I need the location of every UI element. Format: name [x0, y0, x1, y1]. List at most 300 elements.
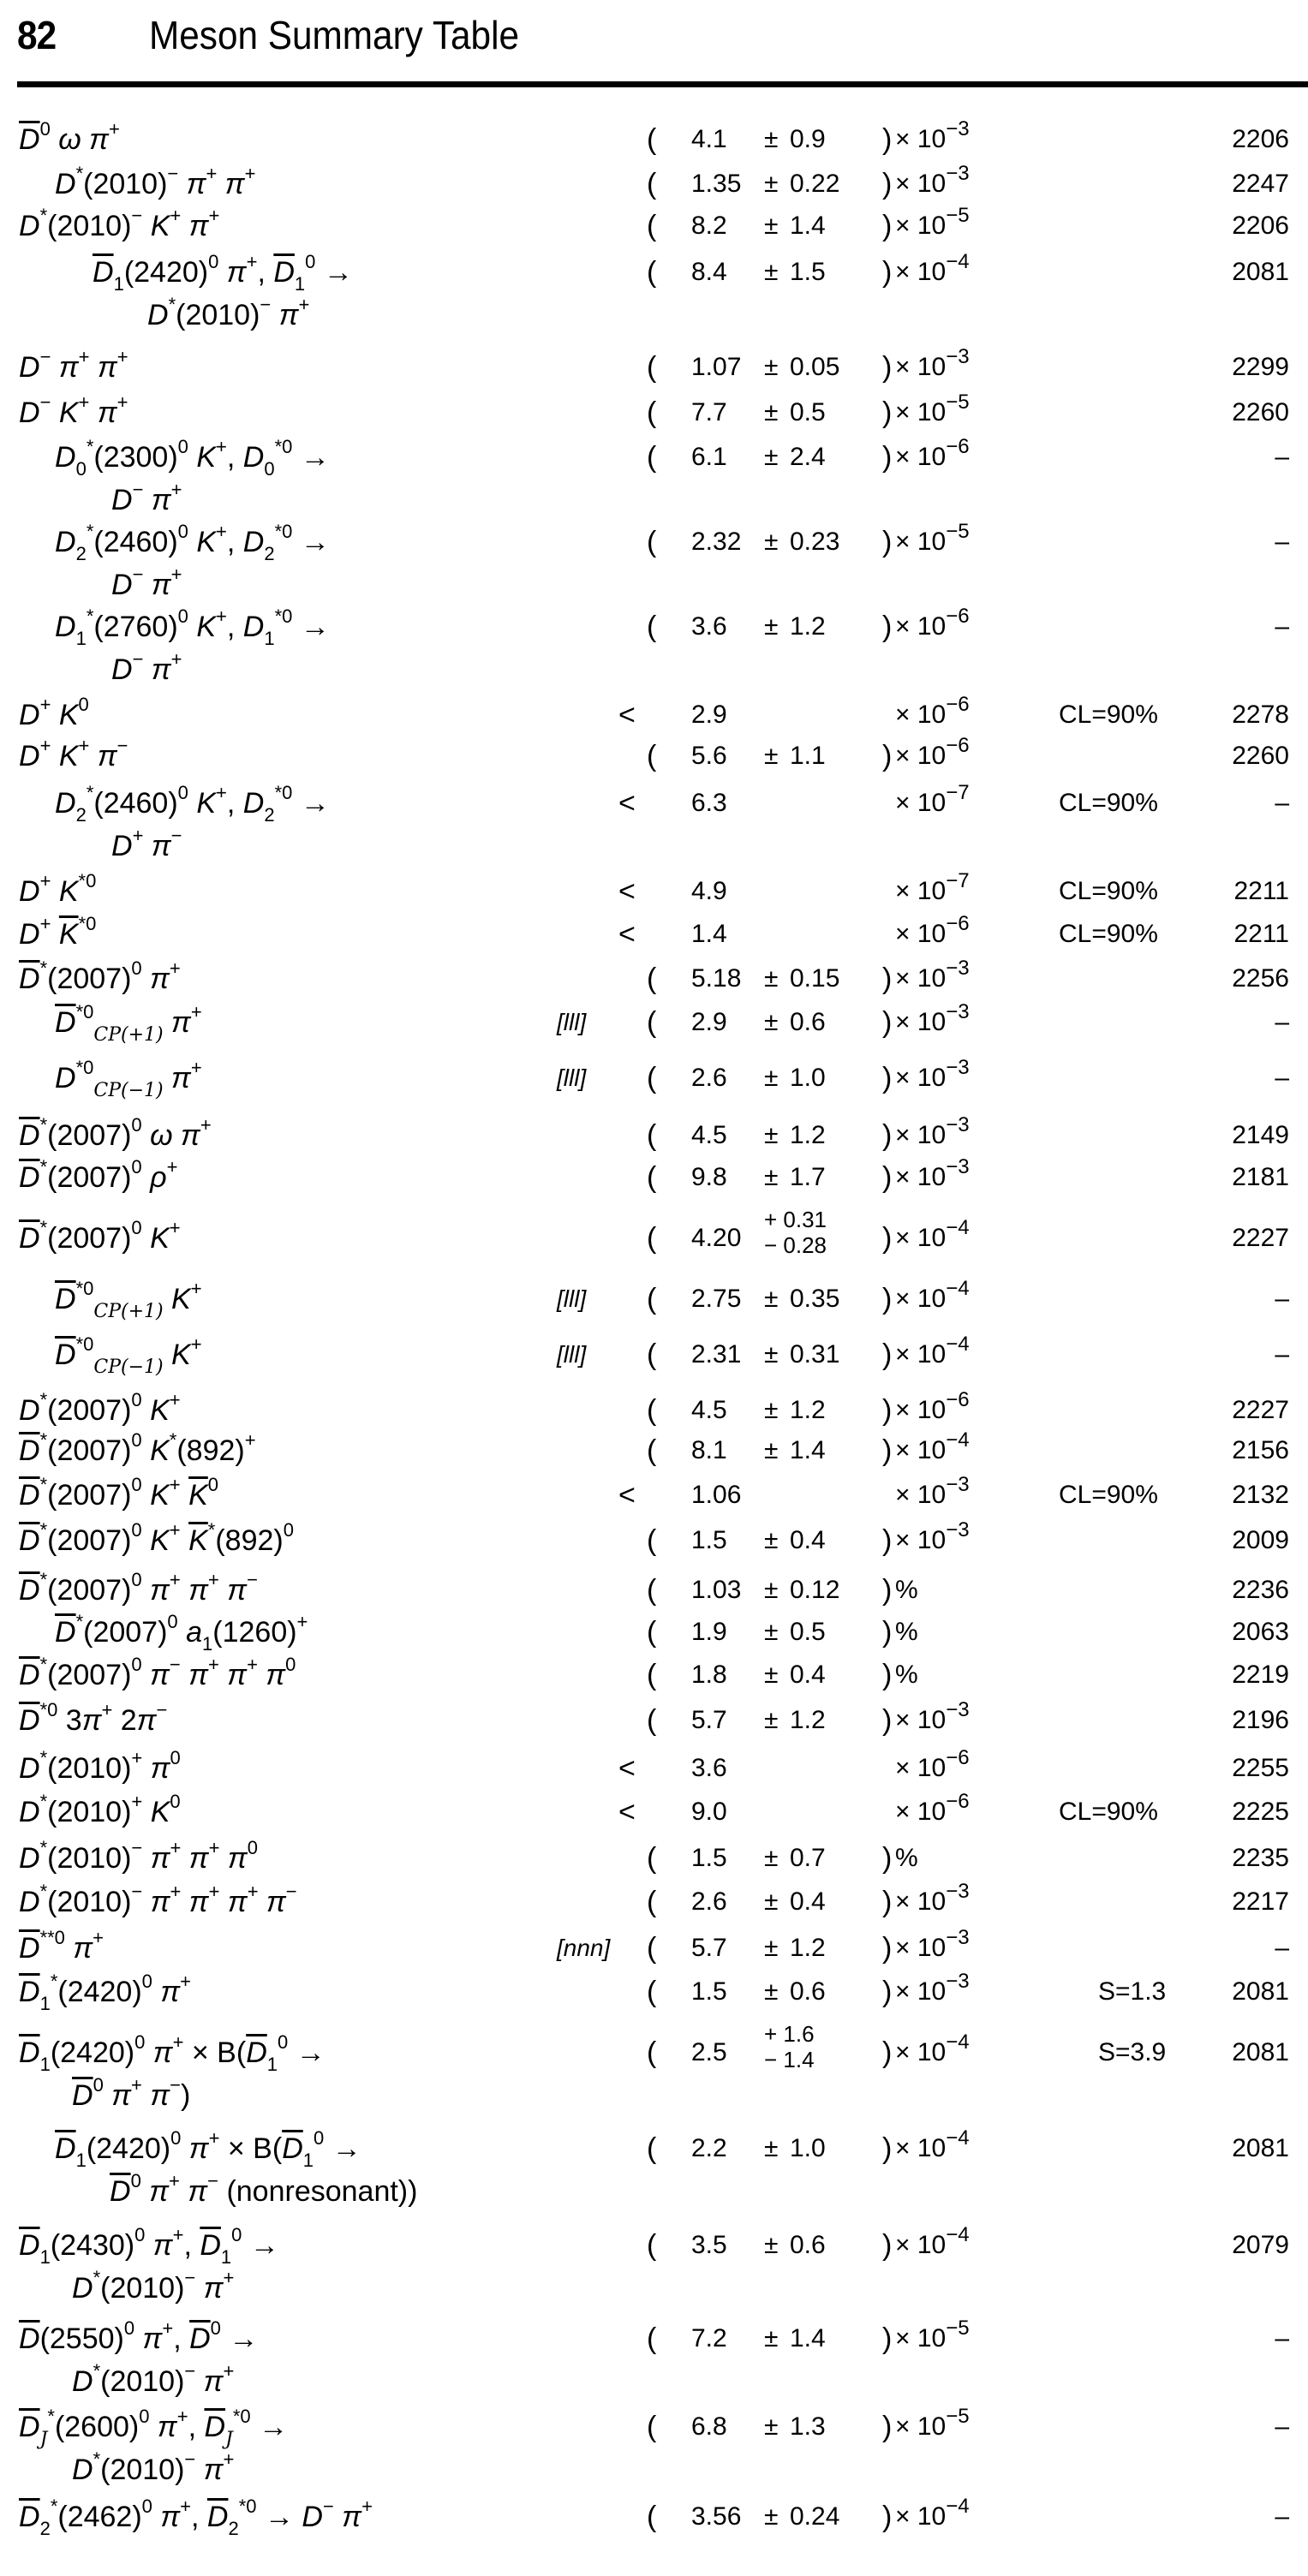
- momentum-value: 2063: [1232, 1618, 1289, 1646]
- momentum-value: 2278: [1232, 701, 1289, 729]
- plus-minus: ±: [764, 170, 779, 198]
- fraction-value: 4.20: [691, 1224, 742, 1252]
- momentum-value: 2206: [1232, 125, 1289, 153]
- momentum-value: 2181: [1232, 1163, 1289, 1191]
- decay-mode-continuation: D*(2010)− π+: [72, 2267, 235, 2305]
- close-paren: ): [882, 1222, 893, 1255]
- fraction-value: 2.5: [691, 2038, 727, 2066]
- fraction-error: 0.15: [790, 964, 840, 993]
- close-paren: ): [882, 256, 893, 289]
- plus-minus: ±: [764, 1887, 779, 1916]
- fraction-value: 7.7: [691, 398, 727, 426]
- plus-minus: ±: [764, 528, 779, 556]
- fraction-value: 1.8: [691, 1661, 727, 1689]
- plus-minus: ±: [764, 1526, 779, 1554]
- footnote-ref: [lll]: [557, 1009, 587, 1035]
- fraction-scale: × $10^{-3}$: [895, 1880, 970, 1916]
- fraction-scale: × $10^{-3}$: [895, 1518, 970, 1554]
- open-paren: (: [647, 2411, 657, 2443]
- decay-mode: $D^{*0}_{CP(-1)}$ π+: [55, 1057, 202, 1101]
- fraction-error: 0.22: [790, 170, 840, 198]
- table-row: [0, 1972, 1308, 2012]
- fraction-scale: %: [895, 1844, 918, 1872]
- decay-mode: $\overline{D}^*(2007)^0$ K*(892)+: [19, 1429, 256, 1467]
- fraction-error: 0.9: [790, 125, 826, 153]
- fraction-error: 1.3: [790, 2412, 826, 2441]
- fraction-error: 1.2: [790, 1934, 826, 1962]
- fraction-error: 0.5: [790, 1618, 826, 1646]
- decay-mode: $\overline{D}_1(2420)^0$ π+, $\overline{D}_1^0$ →: [93, 251, 353, 295]
- fraction-value: 4.9: [691, 877, 727, 905]
- open-paren: (: [647, 397, 657, 429]
- fraction-value: 2.9: [691, 1008, 727, 1036]
- fraction-scale: × $10^{-3}$: [895, 117, 970, 153]
- table-row: [0, 2317, 1308, 2398]
- close-paren: ): [882, 963, 893, 995]
- fraction-error: 0.4: [790, 1887, 826, 1916]
- fraction-value: 6.3: [691, 789, 727, 817]
- decay-mode: D− π+ π+: [19, 346, 128, 384]
- close-paren: ): [882, 2036, 893, 2069]
- plus-minus: ±: [764, 1121, 779, 1149]
- fraction-scale: × $10^{-4}$: [895, 2495, 970, 2531]
- footnote-ref: [lll]: [557, 1341, 587, 1368]
- fraction-error: 1.4: [790, 1436, 826, 1464]
- fraction-scale: × $10^{-3}$: [895, 345, 970, 381]
- table-row: [0, 1571, 1308, 1610]
- fraction-value: 4.5: [691, 1121, 727, 1149]
- decay-mode: D*(2010)+ $K^0$: [19, 1791, 181, 1828]
- momentum-value: –: [1275, 443, 1289, 471]
- plus-minus: ±: [764, 1844, 779, 1872]
- fraction-value: 1.5: [691, 1526, 727, 1554]
- fraction-scale: × $10^{-6}$: [895, 1790, 970, 1826]
- momentum-value: 2149: [1232, 1121, 1289, 1149]
- fraction-error: 1.0: [790, 2134, 826, 2162]
- momentum-value: 2009: [1232, 1526, 1289, 1554]
- fraction-value: 2.9: [691, 701, 727, 729]
- close-paren: ): [882, 1119, 893, 1152]
- momentum-value: –: [1275, 789, 1289, 817]
- fraction-scale: %: [895, 1618, 918, 1646]
- asymmetric-error: [764, 2021, 815, 2072]
- decay-mode: $D_1^*(2760)^0$ K+, $D_1^{*0}$ →: [55, 605, 330, 649]
- fraction-value: 1.03: [691, 1576, 742, 1604]
- table-row: [0, 736, 1308, 776]
- fraction-error: 0.6: [790, 1977, 826, 2006]
- table-row: [0, 117, 1308, 159]
- open-paren: (: [647, 1574, 657, 1607]
- error-minus: − 0.28: [764, 1232, 827, 1258]
- close-paren: ): [882, 1283, 893, 1315]
- decay-mode-continuation: $\overline{D}^0$ π+ π− (nonresonant)): [110, 2170, 418, 2208]
- open-paren: (: [647, 740, 657, 772]
- error-minus: − 1.4: [764, 2047, 815, 2072]
- plus-minus: ±: [764, 612, 779, 641]
- error-plus: + 0.31: [764, 1207, 827, 1232]
- plus-minus: ±: [764, 1396, 779, 1424]
- open-paren: (: [647, 1339, 657, 1371]
- open-paren: (: [647, 1842, 657, 1875]
- fraction-error: 0.12: [790, 1576, 840, 1604]
- fraction-scale: × $10^{-6}$: [895, 693, 970, 729]
- open-paren: (: [647, 2132, 657, 2165]
- fraction-scale: × $10^{-6}$: [895, 605, 970, 641]
- decay-mode-continuation: D*(2010)− π+: [147, 294, 310, 331]
- table-row: [0, 1113, 1308, 1155]
- footnote-ref: [lll]: [557, 1285, 587, 1312]
- fraction-error: 1.0: [790, 1064, 826, 1092]
- decay-mode-continuation: D*(2010)− π+: [72, 2448, 235, 2486]
- decay-mode: $\overline{D}^*(2007)^0$ ρ+: [19, 1156, 178, 1194]
- momentum-value: 2081: [1232, 2134, 1289, 2162]
- plus-minus: ±: [764, 742, 779, 770]
- fraction-error: 0.7: [790, 1844, 826, 1872]
- momentum-value: 2260: [1232, 742, 1289, 770]
- fraction-value: 3.6: [691, 1754, 727, 1782]
- plus-minus: ±: [764, 212, 779, 240]
- fraction-error: 1.4: [790, 212, 826, 240]
- plus-minus: ±: [764, 258, 779, 286]
- fraction-error: 0.24: [790, 2502, 840, 2531]
- plus-minus: ±: [764, 1285, 779, 1313]
- decay-mode-continuation: D− π+: [111, 564, 182, 601]
- fraction-scale: × $10^{-3}$: [895, 1926, 970, 1962]
- table-row: [0, 1056, 1308, 1101]
- header-rule: [17, 81, 1308, 87]
- open-paren: (: [647, 1886, 657, 1918]
- close-paren: ): [882, 611, 893, 643]
- fraction-value: 1.5: [691, 1844, 727, 1872]
- close-paren: ): [882, 1062, 893, 1094]
- fraction-error: 1.7: [790, 1163, 826, 1191]
- fraction-value: 5.6: [691, 742, 727, 770]
- momentum-value: 2247: [1232, 170, 1289, 198]
- momentum-value: 2227: [1232, 1224, 1289, 1252]
- open-paren: (: [647, 2323, 657, 2355]
- decay-mode-continuation: D− π+: [111, 479, 182, 516]
- decay-mode: $\overline{D}_J^*(2600)^0$ π+, $\overline{D}_J^{*0}$ →: [19, 2406, 289, 2450]
- scale-factor: S=3.9: [1098, 2038, 1167, 2066]
- fraction-scale: × $10^{-3}$: [895, 1970, 970, 2006]
- footnote-ref: [nnn]: [557, 1935, 611, 1961]
- fraction-value: 2.2: [691, 2134, 727, 2162]
- fraction-error: 1.2: [790, 612, 826, 641]
- open-paren: (: [647, 1616, 657, 1649]
- decay-mode: D− K+ π+: [19, 391, 128, 429]
- close-paren: ): [882, 168, 893, 200]
- momentum-value: 2156: [1232, 1436, 1289, 1464]
- momentum-value: –: [1275, 1008, 1289, 1036]
- fraction-scale: × $10^{-3}$: [895, 1473, 970, 1509]
- open-paren: (: [647, 1394, 657, 1427]
- table-row: [0, 2405, 1308, 2486]
- fraction-scale: × $10^{-3}$: [895, 1698, 970, 1734]
- open-paren: (: [647, 2501, 657, 2533]
- fraction-value: 1.07: [691, 353, 742, 381]
- fraction-value: 9.0: [691, 1798, 727, 1826]
- table-row: [0, 1698, 1308, 1740]
- decay-mode: D*(2010)+ $\pi^0$: [19, 1747, 181, 1785]
- decay-mode: $\overline{D}_1(2430)^0$ π+, $\overline{D}_1^0$ →: [19, 2224, 279, 2268]
- upper-limit-sign: <: [618, 1752, 636, 1785]
- fraction-error: 0.31: [790, 1340, 840, 1368]
- momentum-value: 2219: [1232, 1661, 1289, 1689]
- table-row: [0, 206, 1308, 246]
- momentum-value: –: [1275, 2502, 1289, 2531]
- decay-mode: $D_2^*(2460)^0$ K+, $D_2^{*0}$ →: [55, 521, 330, 564]
- momentum-value: 2225: [1232, 1798, 1289, 1826]
- upper-limit-sign: <: [618, 699, 636, 731]
- open-paren: (: [647, 1932, 657, 1965]
- decay-mode: D+ $K^0$: [19, 694, 89, 731]
- page-title: Meson Summary Table: [149, 13, 520, 57]
- fraction-error: 0.4: [790, 1526, 826, 1554]
- momentum-value: 2132: [1232, 1481, 1289, 1509]
- open-paren: (: [647, 1006, 657, 1039]
- table-row: [0, 520, 1308, 601]
- momentum-value: –: [1275, 1340, 1289, 1368]
- table-row: [0, 1277, 1308, 1322]
- fraction-value: 2.6: [691, 1887, 727, 1916]
- momentum-value: 2079: [1232, 2231, 1289, 2259]
- close-paren: ): [882, 1932, 893, 1965]
- confidence-level: CL=90%: [1059, 1798, 1158, 1826]
- open-paren: (: [647, 168, 657, 200]
- decay-mode: $\overline{D}_1(2420)^0$ $\pi^+ \times B(\overline{D}_1^0$ →: [19, 2031, 326, 2075]
- table-row: [0, 695, 1308, 735]
- open-paren: (: [647, 123, 657, 156]
- momentum-value: –: [1275, 1064, 1289, 1092]
- open-paren: (: [647, 256, 657, 289]
- table-row: [0, 1518, 1308, 1560]
- plus-minus: ±: [764, 125, 779, 153]
- table-row: [0, 1428, 1308, 1470]
- fraction-value: 5.7: [691, 1706, 727, 1734]
- decay-mode: $D_0^*(2300)^0$ K+, $D_0^{*0}$ →: [55, 436, 330, 480]
- momentum-value: 2255: [1232, 1754, 1289, 1782]
- close-paren: ): [882, 1339, 893, 1371]
- fraction-scale: × $10^{-4}$: [895, 2126, 970, 2162]
- decay-mode: $D_2^*(2460)^0$ K+, $D_2^{*0}$ →: [55, 782, 330, 826]
- fraction-value: 3.6: [691, 612, 727, 641]
- fraction-scale: × $10^{-4}$: [895, 1216, 970, 1252]
- open-paren: (: [647, 1222, 657, 1255]
- decay-mode: $\overline{D}_1(2420)^0$ $\pi^+ \times B(\overline{D}_1^0$ →: [55, 2127, 361, 2171]
- table-row: [0, 1926, 1308, 1968]
- momentum-value: 2081: [1232, 1977, 1289, 2006]
- table-row: [0, 1746, 1308, 1788]
- upper-limit-sign: <: [618, 1479, 636, 1512]
- momentum-value: –: [1275, 528, 1289, 556]
- fraction-value: 1.5: [691, 1977, 727, 2006]
- close-paren: ): [882, 1524, 893, 1557]
- decay-mode: $\overline{D}^*(2007)^0$ π+ π+ π−: [19, 1569, 258, 1607]
- momentum-value: 2299: [1232, 353, 1289, 381]
- decay-mode: $\overline{D}^{*0}_{CP(-1)}$ K+: [55, 1333, 202, 1378]
- decay-mode-continuation: $\overline{D}^0$ π+ π−): [72, 2074, 191, 2112]
- fraction-error: 0.05: [790, 353, 840, 381]
- confidence-level: CL=90%: [1059, 1481, 1158, 1509]
- decay-mode: $\overline{D}^*(2007)^0$ K+ $\overline{K}^0$: [19, 1474, 219, 1512]
- fraction-scale: × $10^{-3}$: [895, 1155, 970, 1191]
- momentum-value: –: [1275, 1285, 1289, 1313]
- fraction-scale: × $10^{-6}$: [895, 734, 970, 770]
- close-paren: ): [882, 740, 893, 772]
- open-paren: (: [647, 611, 657, 643]
- fraction-scale: %: [895, 1576, 918, 1604]
- fraction-scale: × $10^{-4}$: [895, 1428, 970, 1464]
- fraction-value: 5.18: [691, 964, 742, 993]
- open-paren: (: [647, 526, 657, 558]
- decay-mode: $D^*(2007)^0$ K+: [19, 1389, 181, 1427]
- fraction-value: 7.2: [691, 2324, 727, 2352]
- table-row: [0, 781, 1308, 862]
- fraction-error: 1.2: [790, 1396, 826, 1424]
- fraction-error: 1.2: [790, 1121, 826, 1149]
- fraction-error: 0.6: [790, 1008, 826, 1036]
- confidence-level: CL=90%: [1059, 877, 1158, 905]
- fraction-scale: × $10^{-5}$: [895, 204, 970, 240]
- close-paren: ): [882, 1842, 893, 1875]
- page-number: 82: [17, 13, 57, 57]
- momentum-value: 2236: [1232, 1576, 1289, 1604]
- fraction-scale: × $10^{-4}$: [895, 2223, 970, 2259]
- decay-mode: $\overline{D}^*(2007)^0$ π− π+ π+ $\pi^0$: [19, 1654, 296, 1691]
- fraction-value: 1.06: [691, 1481, 742, 1509]
- plus-minus: ±: [764, 353, 779, 381]
- decay-mode-continuation: D− π+: [111, 648, 182, 686]
- plus-minus: ±: [764, 2134, 779, 2162]
- table-row: [0, 1882, 1308, 1922]
- fraction-scale: × $10^{-6}$: [895, 912, 970, 948]
- fraction-scale: × $10^{-5}$: [895, 391, 970, 426]
- plus-minus: ±: [764, 1340, 779, 1368]
- decay-mode: $\overline{D}_1^*(2420)^0$ π+: [19, 1971, 191, 2014]
- close-paren: ): [882, 210, 893, 242]
- plus-minus: ±: [764, 1064, 779, 1092]
- fraction-value: 8.1: [691, 1436, 727, 1464]
- open-paren: (: [647, 1524, 657, 1557]
- close-paren: ): [882, 2411, 893, 2443]
- table-row: [0, 869, 1308, 911]
- fraction-error: 1.4: [790, 2324, 826, 2352]
- fraction-error: 1.1: [790, 742, 826, 770]
- fraction-scale: × $10^{-4}$: [895, 1333, 970, 1368]
- fraction-value: 1.4: [691, 920, 727, 948]
- momentum-value: –: [1275, 612, 1289, 641]
- table-row: [0, 2223, 1308, 2305]
- upper-limit-sign: <: [618, 787, 636, 820]
- momentum-value: –: [1275, 2412, 1289, 2441]
- fraction-scale: × $10^{-7}$: [895, 781, 970, 817]
- fraction-value: 8.4: [691, 258, 727, 286]
- close-paren: ): [882, 1006, 893, 1039]
- fraction-value: 2.75: [691, 1285, 742, 1313]
- upper-limit-sign: <: [618, 1796, 636, 1828]
- table-row: [0, 2497, 1308, 2537]
- momentum-value: 2211: [1233, 877, 1289, 905]
- fraction-scale: × $10^{-3}$: [895, 1056, 970, 1092]
- open-paren: (: [647, 2229, 657, 2262]
- fraction-value: 2.31: [691, 1340, 742, 1368]
- confidence-level: CL=90%: [1059, 920, 1158, 948]
- momentum-value: 2260: [1232, 398, 1289, 426]
- close-paren: ): [882, 351, 893, 384]
- close-paren: ): [882, 2229, 893, 2262]
- decay-mode: D*(2010)− K+ π+: [19, 205, 220, 242]
- table-row: [0, 435, 1308, 516]
- fraction-error: 0.23: [790, 528, 840, 556]
- close-paren: ): [882, 1976, 893, 2008]
- decay-mode: D*(2010)− π+ π+: [55, 163, 256, 200]
- momentum-value: 2196: [1232, 1706, 1289, 1734]
- plus-minus: ±: [764, 1163, 779, 1191]
- fraction-scale: %: [895, 1661, 918, 1689]
- open-paren: (: [647, 2036, 657, 2069]
- momentum-value: 2206: [1232, 212, 1289, 240]
- decay-mode: $\overline{D}^*(2007)^0$ π+: [19, 957, 181, 995]
- table-row: [0, 2021, 1308, 2112]
- close-paren: ): [882, 441, 893, 474]
- fraction-scale: × $10^{-6}$: [895, 435, 970, 471]
- table-row: [0, 250, 1308, 331]
- close-paren: ): [882, 2323, 893, 2355]
- close-paren: ): [882, 397, 893, 429]
- upper-limit-sign: <: [618, 875, 636, 908]
- decay-mode: $\overline{D}^{*0}$ 3π+ 2π−: [19, 1699, 168, 1737]
- table-row: [0, 1333, 1308, 1378]
- plus-minus: ±: [764, 1618, 779, 1646]
- fraction-error: 0.5: [790, 398, 826, 426]
- fraction-value: 9.8: [691, 1163, 727, 1191]
- table-row: [0, 1655, 1308, 1695]
- close-paren: ): [882, 1394, 893, 1427]
- fraction-value: 8.2: [691, 212, 727, 240]
- fraction-value: 3.5: [691, 2231, 727, 2259]
- fraction-error: 0.35: [790, 1285, 840, 1313]
- fraction-value: 3.56: [691, 2502, 742, 2531]
- fraction-error: 1.2: [790, 1706, 826, 1734]
- decay-mode: $\overline{D}^*(2007)^0$ K+: [19, 1217, 181, 1255]
- decay-mode: $\overline{D}^{**0}$ π+: [19, 1927, 105, 1965]
- fraction-scale: × $10^{-3}$: [895, 1000, 970, 1036]
- confidence-level: CL=90%: [1059, 701, 1158, 729]
- fraction-scale: × $10^{-5}$: [895, 2405, 970, 2441]
- open-paren: (: [647, 1119, 657, 1152]
- plus-minus: ±: [764, 1977, 779, 2006]
- close-paren: ): [882, 1434, 893, 1467]
- table-row: [0, 1473, 1308, 1515]
- decay-mode: D+ K+ π−: [19, 735, 128, 772]
- fraction-error: 1.5: [790, 258, 826, 286]
- open-paren: (: [647, 441, 657, 474]
- table-row: [0, 1388, 1308, 1430]
- fraction-scale: × $10^{-7}$: [895, 869, 970, 905]
- open-paren: (: [647, 210, 657, 242]
- plus-minus: ±: [764, 398, 779, 426]
- fraction-scale: × $10^{-3}$: [895, 1113, 970, 1149]
- fraction-error: 0.4: [790, 1661, 826, 1689]
- table-row: [0, 1155, 1308, 1197]
- close-paren: ): [882, 1659, 893, 1691]
- fraction-error: 2.4: [790, 443, 826, 471]
- decay-mode-continuation: D*(2010)− π+: [72, 2360, 235, 2398]
- decay-mode: $\overline{D}^*(2007)^0$ K+ $\overline{K}^*(892)^0$: [19, 1519, 294, 1557]
- close-paren: ): [882, 526, 893, 558]
- open-paren: (: [647, 963, 657, 995]
- close-paren: ): [882, 1704, 893, 1737]
